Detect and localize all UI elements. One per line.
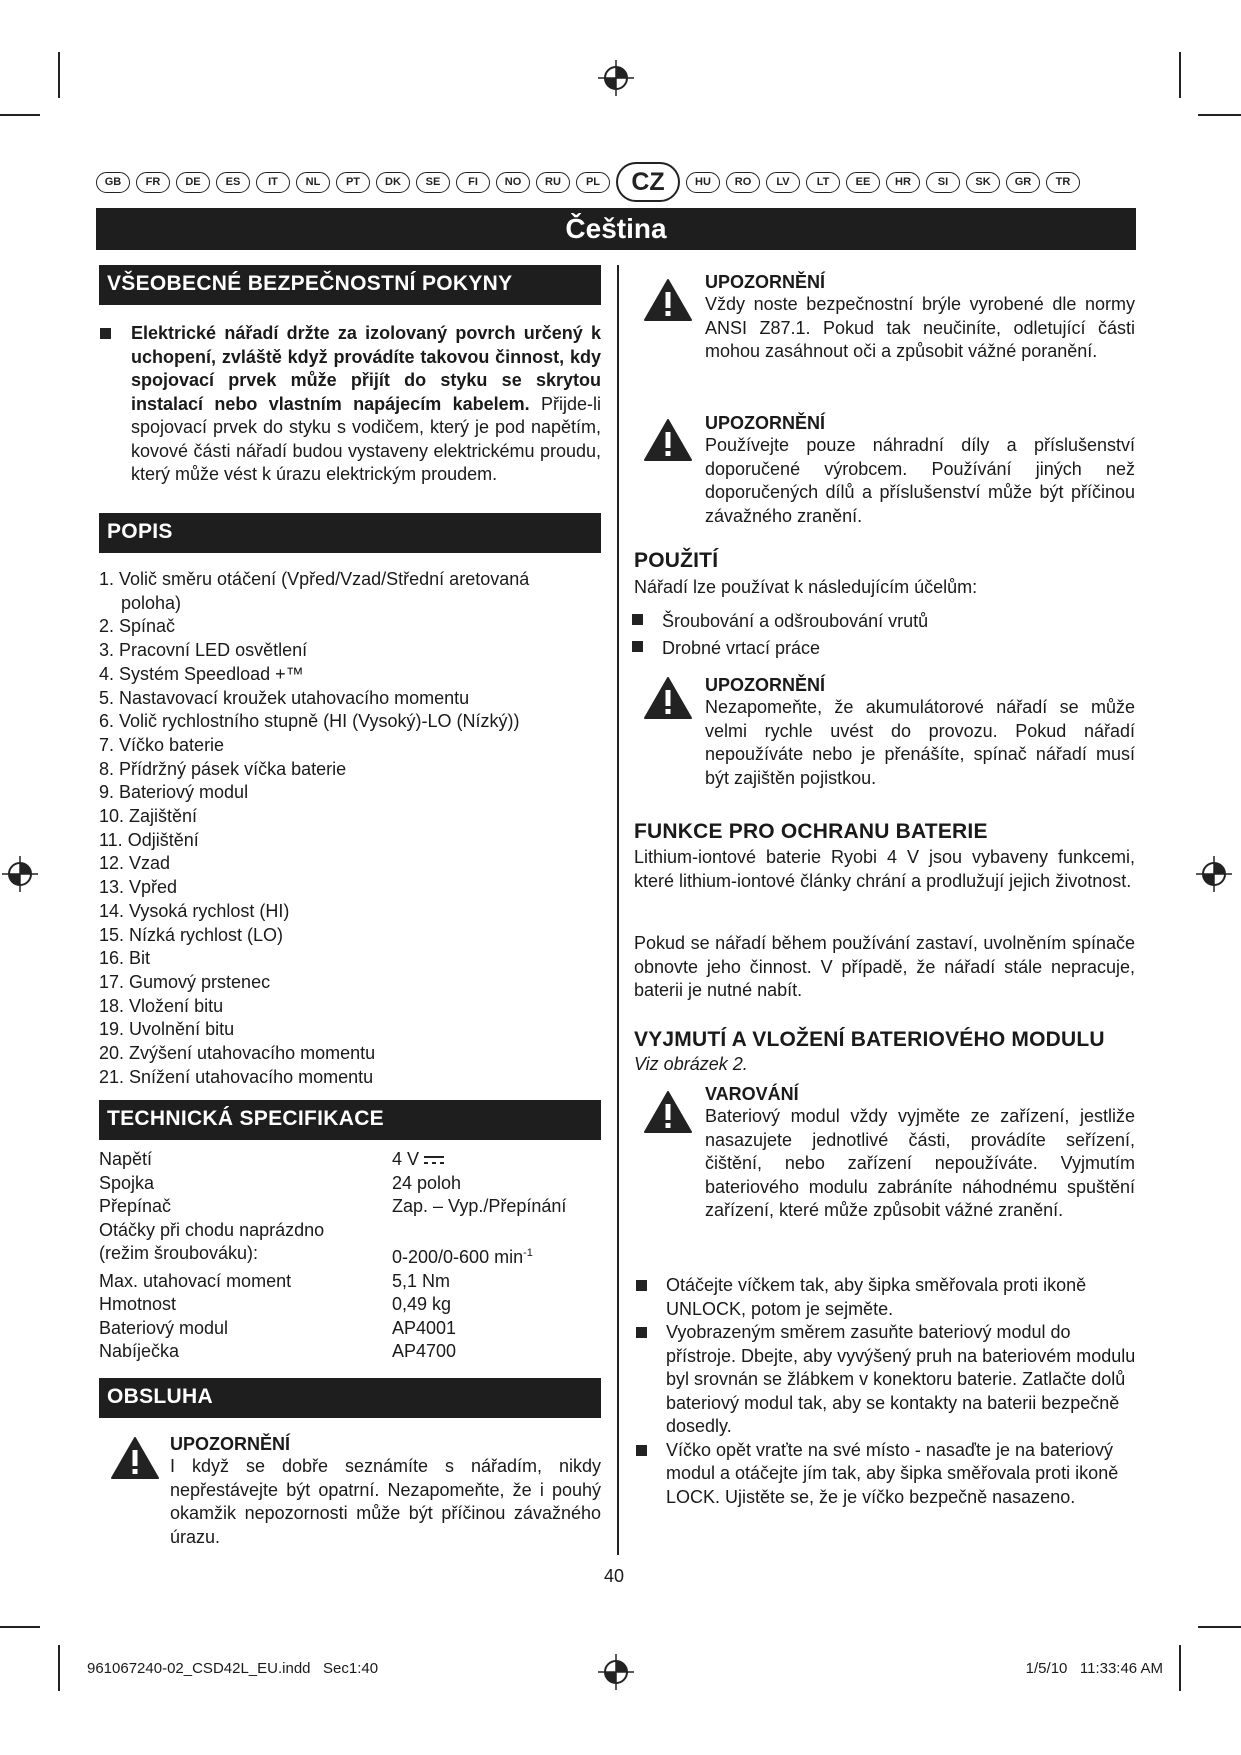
warning-title: UPOZORNĚNÍ [705,413,826,433]
language-chip-ee: EE [846,172,880,193]
warning-title: UPOZORNĚNÍ [705,272,826,292]
spec-key: Bateriový modul [99,1317,229,1338]
registration-mark-icon [1196,856,1232,892]
language-chip-lt: LT [806,172,840,193]
bullet-icon [636,1280,647,1291]
list-item-text: Šroubování a odšroubování vrutů [662,611,929,631]
vyjmuti-steps [634,1274,1139,1509]
list-item: 15. Nízká rychlost (LO) [99,924,284,945]
spec-key: Max. utahovací moment [99,1270,292,1291]
language-chip-nl: NL [296,172,330,193]
list-item: 9. Bateriový modul [99,782,249,803]
list-item-text: Otáčejte víčkem tak, aby šipka směřovala proti ikoně UNLOCK, potom je sejměte. [666,1275,1087,1319]
language-chip-dk: DK [376,172,410,193]
language-chip-lv: LV [766,172,800,193]
language-chip-it: IT [256,172,290,193]
section-heading-pouziti: POUŽITÍ [634,549,719,572]
spec-key: Spojka [99,1172,155,1193]
warning-text: Nezapomeňte, že akumulátorové nářadí se může velmi rychle uvést do provozu. Pokud nářadí nepoužíváte nebo je přenášíte, spínač nářadí musí být zajištěn pojistkou. [705,697,1135,788]
warning-block-obsluha [170,1434,601,1549]
list-item: 20. Zvýšení utahovacího momentu [99,1043,376,1064]
language-chip-gb: GB [96,172,130,193]
spec-row [99,1172,609,1196]
bullet-icon [632,614,643,625]
warning-triangle-icon [643,278,693,322]
language-chip-ro: RO [726,172,760,193]
list-item: 16. Bit [99,948,151,969]
crop-mark [1179,1645,1181,1691]
superscript: -1 [523,1247,533,1259]
list-item: 6. Volič rychlostního stupně (HI (Vysoký)-LO (Nízký)) [99,711,520,732]
spec-value: 24 poloh [392,1172,462,1193]
warning-block-1 [705,272,1135,364]
crop-mark [0,1626,40,1628]
spec-row [99,1219,609,1243]
list-item: poloha) [121,592,182,613]
warning-triangle-icon [643,676,693,720]
section-heading-funkce: FUNKCE PRO OCHRANU BATERIE [634,820,988,843]
warning-text: Používejte pouze náhradní díly a příslušenství doporučené výrobcem. Používání jiných než doporučených dílů a příslušenství může být příčinou závažného zranění. [705,435,1135,526]
registration-mark-icon [598,1654,634,1690]
list-item: 17. Gumový prstenec [99,971,271,992]
crop-mark [1179,52,1181,98]
registration-mark-icon [598,60,634,96]
list-item [630,635,1135,662]
language-chip-de: DE [176,172,210,193]
figure-reference: Viz obrázek 2. [634,1054,748,1074]
language-chip-no: NO [496,172,530,193]
spec-value: 0,49 kg [392,1294,452,1314]
registration-mark-icon [2,856,38,892]
crop-mark [58,52,60,98]
language-chip-es: ES [216,172,250,193]
language-chip-hr: HR [886,172,920,193]
spec-row [99,1340,609,1364]
spec-row [99,1242,609,1270]
warning-triangle-icon [110,1436,160,1480]
section-heading-safety: VŠEOBECNÉ BEZPEČNOSTNÍ POKYNY [99,265,601,305]
warning-title: UPOZORNĚNÍ [705,675,826,695]
list-item: 5. Nastavovací kroužek utahovacího momentu [99,687,470,708]
language-chip-sk: SK [966,172,1000,193]
bullet-icon [632,641,643,652]
list-item: 8. Přídržný pásek víčka baterie [99,758,347,779]
language-chip-fr: FR [136,172,170,193]
funkce-paragraph-1: Lithium-iontové baterie Ryobi 4 V jsou vybaveny funkcemi, které lithium-iontové články chrání a prodlužují jejich životnost. [634,847,1135,891]
warning-text: I když se dobře seznámíte s nářadím, nikdy nepřestávejte být opatrní. Nezapomeňte, že i pouhý okamžik nepozornosti může být příčinou závažného úrazu. [170,1456,601,1547]
spec-row [99,1317,609,1341]
funkce-paragraph-2: Pokud se nářadí během používání zastaví, uvolněním spínače obnovte jeho činnost. V případě, že nářadí stále nepracuje, baterii je nutné nabít. [634,933,1135,1000]
warning-title: UPOZORNĚNÍ [170,1434,291,1454]
safety-paragraph [131,322,601,487]
spec-value: AP4700 [392,1341,457,1361]
list-item [630,608,1135,635]
page-title: Čeština [96,208,1136,250]
pouziti-intro: Nářadí lze používat k následujícím účelům: [634,577,978,597]
spec-value: 5,1 Nm [392,1270,451,1291]
list-item: 4. Systém Speedload +™ [99,663,304,684]
list-item: 3. Pracovní LED osvětlení [99,640,308,661]
list-item: 19. Uvolnění bitu [99,1019,235,1040]
list-item [634,1274,1139,1321]
language-chip-pt: PT [336,172,370,193]
pouziti-list [630,608,1135,662]
language-chip-pl: PL [576,172,610,193]
crop-mark [1198,1626,1241,1628]
language-chip-ru: RU [536,172,570,193]
language-chip-se: SE [416,172,450,193]
parts-list [99,568,599,1089]
list-item: 18. Vložení bitu [99,995,224,1016]
spec-value: Zap. – Vyp./Přepínání [392,1196,567,1216]
bullet-icon [100,328,111,339]
warning-triangle-icon [643,418,693,462]
warning-text: Bateriový modul vždy vyjměte ze zařízení, jestliže nasazujete jednotlivé části, provádíte seřízení, čištění, nebo zařízení nepoužíváte. Vyjmutím bateriového modulu zabráníte náhodnému spuštění zařízení, které může způsobit vážné zranění. [705,1106,1135,1220]
list-item: 2. Spínač [99,616,176,637]
section-heading-spec: TECHNICKÁ SPECIFIKACE [99,1100,601,1140]
spec-value: AP4001 [392,1317,457,1338]
list-item: 10. Zajištění [99,806,198,827]
spec-table [99,1148,609,1364]
bullet-icon [636,1327,647,1338]
bullet-icon [636,1445,647,1456]
section-heading-popis: POPIS [99,513,601,553]
column-divider [617,265,619,1555]
list-item-text: Vyobrazeným směrem zasuňte bateriový modul do přístroje. Dbejte, aby vyvýšený pruh na bateriovém modulu byl srovnán se žlábkem v konektoru baterie. Zatlačte dolů bateriový modul tak, aby se kontakty na baterii bezpečně dosedly. [666,1322,1136,1436]
spec-value: 4 V [392,1148,445,1172]
list-item: 14. Vysoká rychlost (HI) [99,900,290,921]
page-number: 40 [604,1566,625,1586]
language-chip-si: SI [926,172,960,193]
spec-row [99,1270,609,1294]
warning-block-2 [705,413,1135,528]
spec-key: Nabíječka [99,1341,180,1361]
crop-mark [58,1645,60,1691]
list-item: 1. Volič směru otáčení (Vpřed/Vzad/Střední aretovaná [99,569,530,589]
warning-title: VAROVÁNÍ [705,1084,799,1104]
crop-mark [1198,114,1241,116]
footer-timestamp: 1/5/10 11:33:46 AM [1025,1660,1163,1677]
spec-key: Hmotnost [99,1294,177,1314]
warning-text: Vždy noste bezpečnostní brýle vyrobené dle normy ANSI Z87.1. Pokud tak neučiníte, odletující části mohou zasáhnout oči a způsobit vážné poranění. [705,294,1135,361]
section-heading-obsluha: OBSLUHA [99,1378,601,1418]
dc-symbol-icon [419,1149,445,1169]
spec-row [99,1293,609,1317]
spec-key: Otáčky při chodu naprázdno [99,1219,325,1240]
warning-triangle-icon [643,1090,693,1134]
spec-row [99,1148,609,1172]
safety-bold-text: Elektrické nářadí držte za izolovaný povrch určený k uchopení, zvláště když provádíte takovou činnost, kdy spojovací prvek může přijít do styku se skrytou instalací nebo vlastním napájecím kabelem. [131,323,601,414]
warning-block-4 [705,1084,1135,1223]
list-item: 12. Vzad [99,853,171,874]
language-chip-tr: TR [1046,172,1080,193]
language-selector [96,160,1136,204]
language-chip-fi: FI [456,172,490,193]
list-item: 7. Víčko baterie [99,734,225,755]
safety-normal-text: Přijde-li spojovací prvek do styku s vodičem, který je pod napětím, kovové části nářadí budou vystaveny elektrickému proudu, který může vést k úrazu elektrickým proudem. [131,393,602,484]
spec-key: Přepínač [99,1196,172,1216]
list-item: 13. Vpřed [99,877,178,898]
list-item [634,1321,1139,1439]
spec-key: Napětí [99,1149,153,1169]
footer-file-info: 961067240-02_CSD42L_EU.indd Sec1:40 [87,1660,379,1677]
language-chip-gr: GR [1006,172,1040,193]
section-heading-vyjmuti: VYJMUTÍ A VLOŽENÍ BATERIOVÉHO MODULU [634,1028,1105,1051]
language-chip-cz: CZ [616,162,680,202]
spec-key: (režim šroubováku): [99,1243,259,1263]
warning-block-3 [705,675,1135,790]
list-item [634,1439,1139,1510]
spec-row [99,1195,609,1219]
spec-value: 0-200/0-600 $\min^{-1}$ [392,1247,533,1267]
language-chip-hu: HU [686,172,720,193]
list-item: 11. Odjištění [99,829,199,850]
list-item-text: Víčko opět vraťte na své místo - nasaďte je na bateriový modul a otáčejte jím tak, aby šipka směřovala proti ikoně LOCK. Ujistěte se, že je víčko bezpečně nasazeno. [666,1439,1119,1507]
crop-mark [0,114,40,116]
list-item-text: Drobné vrtací práce [662,638,821,658]
list-item: 21. Snížení utahovacího momentu [99,1066,374,1087]
